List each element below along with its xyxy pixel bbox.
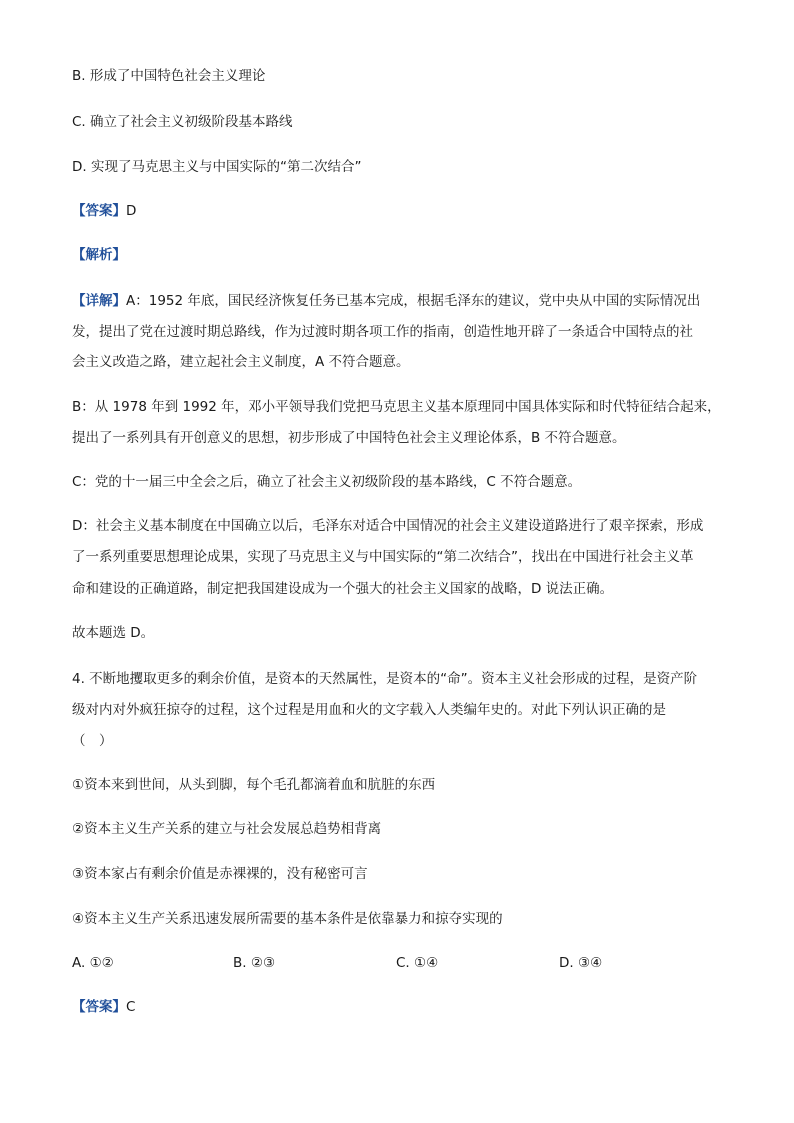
answer-value: D: [126, 203, 137, 219]
q4-option-c: C. ①④: [396, 955, 439, 971]
q4-option-b: B. ②③: [233, 955, 276, 971]
q4-answer-tag: 【答案】: [72, 999, 126, 1015]
detail-a-line-2: 发，提出了党在过渡时期总路线，作为过渡时期各项工作的指南，创造性地开辟了一条适合中国特点的社: [72, 324, 693, 340]
detail-d-line-2: 了一系列重要思想理论成果，实现了马克思主义与中国实际的“第二次结合”，找出在中国进行社会主义革: [72, 549, 694, 565]
q4-statement-3: ③资本家占有剩余价值是赤裸裸的，没有秘密可言: [72, 866, 368, 882]
detail-a-line-3: 会主义改造之路，建立起社会主义制度，A 不符合题意。: [72, 354, 410, 370]
detail-b-line-2: 提出了一系列具有开创意义的思想，初步形成了中国特色社会主义理论体系，B 不符合题意。: [72, 430, 626, 446]
option-c: C. 确立了社会主义初级阶段基本路线: [72, 114, 293, 130]
q4-statement-2: ②资本主义生产关系的建立与社会发展总趋势相背离: [72, 821, 382, 837]
answer-row: [72, 202, 722, 220]
detail-a-line-1: 【详解】A：1952 年底，国民经济恢复任务已基本完成，根据毛泽东的建议，党中央从中国的实际情况出: [72, 293, 701, 309]
detail-c: C：党的十一届三中全会之后，确立了社会主义初级阶段的基本路线，C 不符合题意。: [72, 474, 582, 490]
q4-stem-line-3: （ ）: [72, 733, 113, 749]
detail-d-line-3: 命和建设的正确道路，制定把我国建设成为一个强大的社会主义国家的战略，D 说法正确。: [72, 581, 614, 597]
answer-tag: 【答案】: [72, 203, 126, 219]
q4-statement-1: ①资本来到世间，从头到脚，每个毛孔都滴着血和肮脏的东西: [72, 777, 436, 793]
q4-option-a: A. ①②: [72, 955, 114, 971]
detail-b-line-1: B：从 1978 年到 1992 年，邓小平领导我们党把马克思主义基本原理同中国具体实际和时代特征结合起来，: [72, 399, 721, 415]
q4-option-d: D. ③④: [559, 955, 603, 971]
q4-stem-line-1: 4. 不断地攫取更多的剩余价值，是资本的天然属性，是资本的“命”。资本主义社会形成的过程，是资产阶: [72, 671, 698, 687]
detail-tag: 【详解】: [72, 293, 126, 309]
analysis-tag: 【解析】: [72, 247, 126, 263]
conclusion: 故本题选 D。: [72, 625, 155, 641]
q4-answer-row: [72, 998, 722, 1016]
q4-stem-line-2: 级对内对外疯狂掠夺的过程，这个过程是用血和火的文字载入人类编年史的。对此下列认识正确的是: [72, 702, 666, 718]
detail-d-line-1: D：社会主义基本制度在中国确立以后，毛泽东对适合中国情况的社会主义建设道路进行了艰辛探索，形成: [72, 518, 704, 534]
option-d: D. 实现了马克思主义与中国实际的“第二次结合”: [72, 159, 362, 175]
q4-answer-value: C: [126, 999, 136, 1015]
q4-statement-4: ④资本主义生产关系迅速发展所需要的基本条件是依靠暴力和掠夺实现的: [72, 911, 503, 927]
option-b: B. 形成了中国特色社会主义理论: [72, 68, 266, 84]
